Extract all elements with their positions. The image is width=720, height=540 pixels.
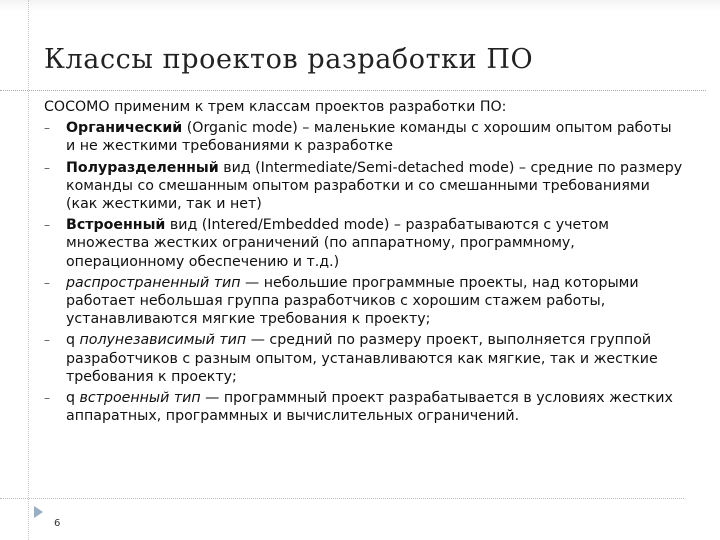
bullet-dash: –: [44, 275, 50, 290]
bullet-dash: –: [44, 333, 50, 348]
intro-text: COCOMO применим к трем классам проектов разработки ПО:: [44, 99, 507, 115]
list-item: [44, 331, 684, 386]
item-text: (Organic mode) – маленькие команды с хорошим опытом работы и не жесткими требованиями к разработке: [66, 120, 672, 155]
item-text: — небольшие программные проекты, над которыми работает небольшая группа разработчиков с хорошим стажем работы, устанавливаются мягкие требования к проекту;: [66, 274, 639, 328]
item-lead: Полуразделенный: [66, 159, 219, 176]
list-item: [44, 389, 684, 425]
item-lead: распространенный тип: [66, 274, 241, 291]
bullet-dash: –: [44, 391, 50, 406]
item-text: — программный проект разрабатывается в условиях жестких аппаратных, программных и вычислительных ограничений.: [66, 390, 673, 425]
item-text: вид (Intermediate/Semi-detached mode) – средние по размеру команды со смешанным опытом разработки и со смешанными требованиями (как жесткими, так и нет): [66, 159, 683, 213]
list-item: [44, 159, 684, 214]
arrow-right-icon: [34, 506, 43, 518]
bullet-dash: –: [44, 160, 50, 175]
item-text: вид (Intered/Embedded mode) – разрабатываются с учетом множества жестких ограничений (по аппаратному, программному, операционному обеспечению и т.д.): [66, 217, 609, 270]
bullet-dash: –: [44, 121, 50, 136]
slide-title: Классы проектов разработки ПО: [44, 44, 534, 75]
item-text: — средний по размеру проект, выполняется группой разработчиков с разным опытом, устанавливаются как мягкие, так и жесткие требования к проекту;: [66, 332, 658, 385]
page-number: 6: [54, 518, 61, 529]
left-guide-line: [28, 0, 30, 540]
slide-body: [44, 98, 684, 428]
item-lead: Встроенный: [66, 217, 166, 234]
item-prefix: q: [66, 332, 80, 349]
footer-divider: [0, 498, 684, 499]
bullet-list: [44, 119, 684, 425]
list-item: [44, 216, 684, 271]
item-lead: полунезависимый тип: [79, 332, 247, 349]
list-item: [44, 274, 684, 329]
list-item: [44, 119, 684, 155]
item-prefix: q: [66, 390, 80, 407]
item-lead: Органический: [66, 120, 183, 137]
bullet-dash: –: [44, 218, 50, 233]
item-lead: встроенный тип: [79, 390, 201, 407]
top-band: [0, 0, 720, 12]
title-divider: [0, 90, 706, 91]
